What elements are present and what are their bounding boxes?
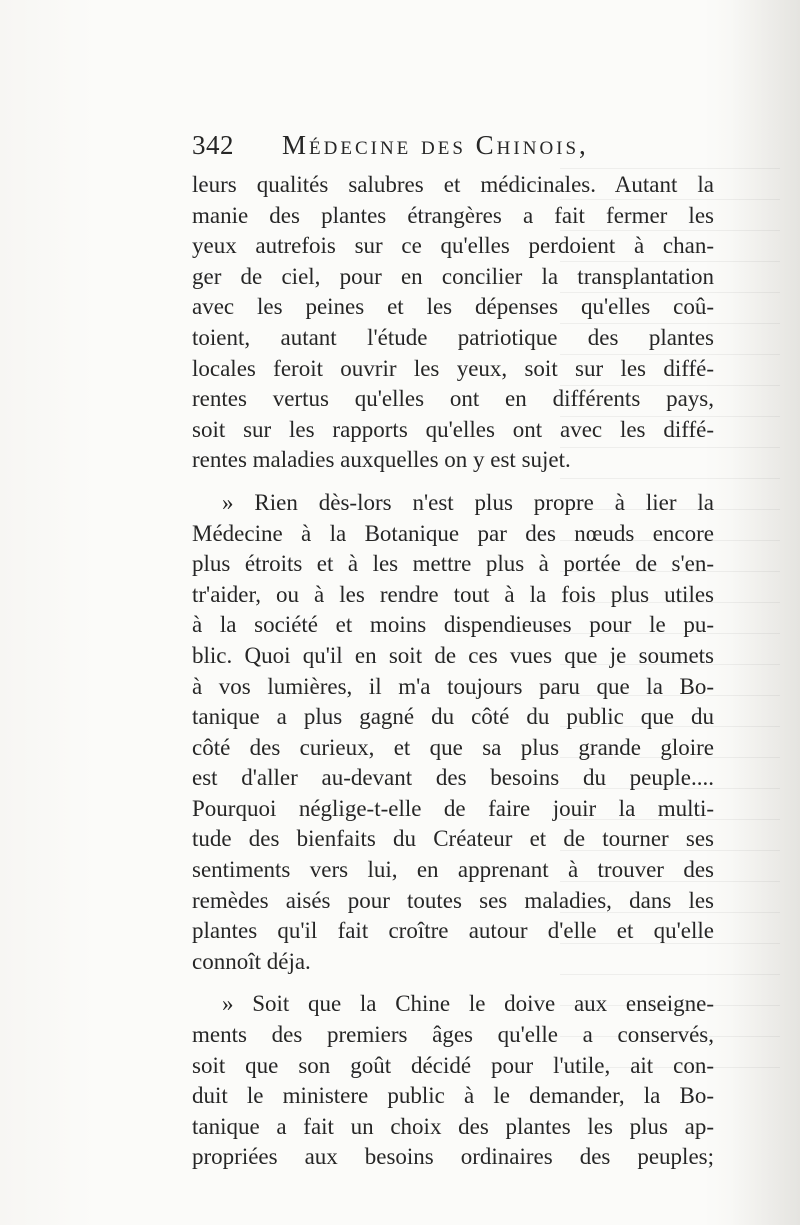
text-line: ger de ciel, pour en concilier la transplantation xyxy=(192,263,714,289)
text-line: duit le ministere public à le demander, la Bo- xyxy=(192,1083,714,1109)
text-line: toient, autant l'étude patriotique des plantes xyxy=(192,324,714,350)
text-line: rentes maladies auxquelles on y est sujet. xyxy=(192,447,571,473)
text-line: côté des curieux, et que sa plus grande gloire xyxy=(192,734,714,760)
text-line: plus étroits et à les mettre plus à portée de s'en- xyxy=(192,551,714,577)
text-line: soit que son goût décidé pour l'utile, ait con- xyxy=(192,1052,714,1078)
text-line: ments des premiers âges qu'elle a conservés, xyxy=(192,1022,714,1048)
body-text xyxy=(192,170,714,1173)
text-line: rentes vertus qu'elles ont en différents pays, xyxy=(192,386,714,412)
text-line: leurs qualités salubres et médicinales. Autant la xyxy=(192,172,714,197)
text-line: manie des plantes étrangères a fait fermer les xyxy=(192,202,714,228)
text-line: soit sur les rapports qu'elles ont avec les diffé- xyxy=(192,416,714,442)
page-edge-shadow xyxy=(730,0,800,1225)
text-line: à vos lumières, il m'a toujours paru que la Bo- xyxy=(192,673,714,699)
text-line: locales feroit ouvrir les yeux, soit sur les diffé- xyxy=(192,355,714,381)
text-line: est d'aller au-devant des besoins du peuple.... xyxy=(192,765,714,791)
text-line: Médecine à la Botanique par des nœuds encore xyxy=(192,520,714,546)
text-line: tanique a plus gagné du côté du public que du xyxy=(192,704,714,730)
text-line: connoît déja. xyxy=(192,948,311,974)
text-line: » Soit que la Chine le doive aux enseigne- xyxy=(222,991,714,1017)
text-line: sentiments vers lui, en apprenant à trouver des xyxy=(192,857,714,883)
text-line: yeux autrefois sur ce qu'elles perdoient à chan- xyxy=(192,233,714,259)
text-line: propriées aux besoins ordinaires des peuples; xyxy=(192,1144,714,1170)
paragraph-gap xyxy=(192,476,714,488)
text-line: tanique a fait un choix des plantes les plus ap- xyxy=(192,1113,714,1139)
text-line: blic. Quoi qu'il en soit de ces vues que je soumets xyxy=(192,642,714,668)
running-title: Médecine des Chinois, xyxy=(282,130,589,160)
text-line: plantes qu'il fait croître autour d'elle et qu'elle xyxy=(192,918,714,944)
text-line: tr'aider, ou à les rendre tout à la fois plus utiles xyxy=(192,581,714,607)
page-number: 342 xyxy=(192,130,234,160)
text-line: à la société et moins dispendieuses pour le pu- xyxy=(192,612,714,638)
text-line: » Rien dès-lors n'est plus propre à lier la xyxy=(222,489,714,515)
text-line: remèdes aisés pour toutes ses maladies, dans les xyxy=(192,887,714,913)
text-line: tude des bienfaits du Créateur et de tourner ses xyxy=(192,826,714,852)
page-header xyxy=(192,130,714,168)
text-line: avec les peines et les dépenses qu'elles coû- xyxy=(192,294,714,320)
paragraph-gap xyxy=(192,977,714,989)
text-line: Pourquoi néglige-t-elle de faire jouir la multi- xyxy=(192,795,714,821)
